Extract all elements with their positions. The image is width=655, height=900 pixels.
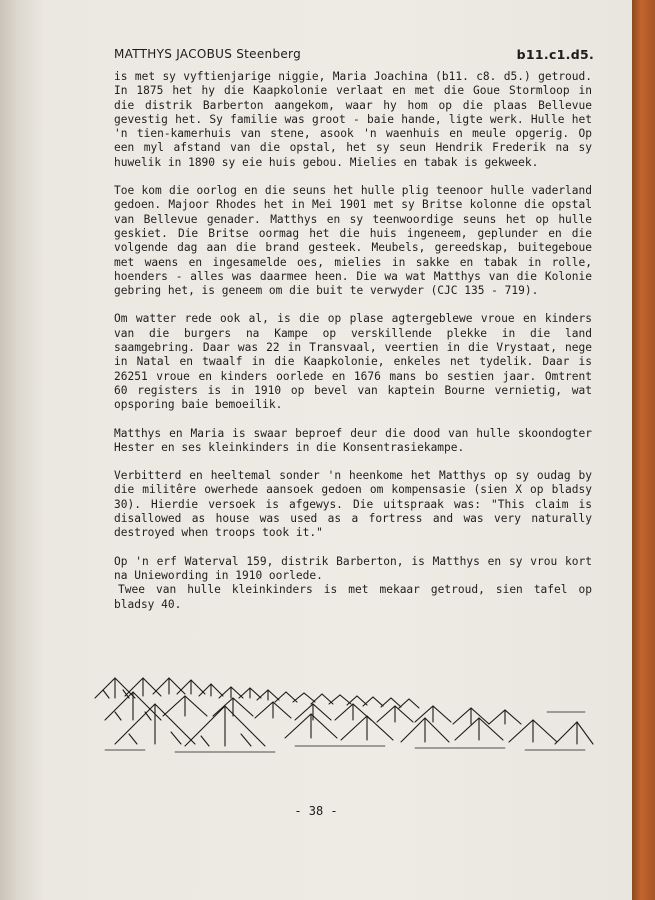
page-header	[114, 47, 594, 69]
page-number: - 38 -	[294, 804, 338, 818]
paragraph-5: Verbitterd en heeltemal sonder 'n heenkome het Matthys op sy oudag by die militêre owerhede aansoek gedoen om kompensasie (sien X op bladsy 30). Hierdie versoek is afgewys. Die uitspraak was: "This claim is disallowed as house was used as a fortress and was very naturally destroyed when troops took it."	[114, 469, 592, 540]
paragraph-1: is met sy vyftienjarige niggie, Maria Joachina (b11. c8. d5.) getroud. In 1875 het hy die Kaapkolonie verlaat en met die Goue Stormloop in die distrik Barberton aangekom, waar hy hom op die plaas Bellevue gevestig het. Sy familie was groot - baie hande, ligte werk. Hulle het 'n tien-kamerhuis van stene, asook 'n waenhuis en meule opgerig. Op een myl afstand van die opstal, het sy seun Hendrik Frederik na sy huwelik in 1890 sy eie huis gebou. Mielies en tabak is gekweek.	[114, 70, 592, 169]
paragraph-7: Twee van hulle kleinkinders is met mekaar getroud, sien tafel op bladsy 40.	[114, 583, 592, 611]
tent-camp-illustration	[85, 660, 595, 770]
body-text	[114, 70, 592, 626]
paragraph-2: Toe kom die oorlog en die seuns het hulle plig teenoor hulle vaderland gedoen. Majoor Rhodes het in Mei 1901 met sy Britse kolonne die opstal van Bellevue genader. Matthys en sy teenwoordige seuns het op hulle geskiet. Die Britse oormag het die huis ingeneem, geplunder en die volgende dag aan die brand gesteek. Meubels, gereedskap, buitegeboue met waens en ingesamelde oes, mielies in sakke en tabak in rolle, hoenders - alles was daarmee heen. Die wa wat Matthys van die Kolonie gebring het, is geneem om die buit te verwyder (CJC 135 - 719).	[114, 184, 592, 298]
book-cover-edge	[632, 0, 655, 900]
header-title: MATTHYS JACOBUS Steenberg	[114, 47, 301, 61]
paragraph-4: Matthys en Maria is swaar beproef deur die dood van hulle skoondogter Hester en ses kleinkinders in die Konsentrasiekampe.	[114, 426, 592, 454]
paragraph-3: Om watter rede ook al, is die op plase agtergeblewe vroue en kinders van die burgers na Kampe op verskillende plekke in die land saamgebring. Daar was 22 in Transvaal, veertien in die Vrystaat, nege in Natal en twaalf in die Kaapkolonie, enkeles net tydelik. Daar is 26251 vroue en kinders oorlede en 1676 mans bo sestien jaar. Omtrent 60 registers is in 1910 op bevel van kaptein Bourne vernietig, wat opsporing baie bemoeilik.	[114, 312, 592, 412]
paragraph-6: Op 'n erf Waterval 159, distrik Barberton, is Matthys en sy vrou kort na Uniewording in 1910 oorlede.	[114, 554, 592, 582]
header-reference: b11.c1.d5.	[516, 47, 594, 62]
